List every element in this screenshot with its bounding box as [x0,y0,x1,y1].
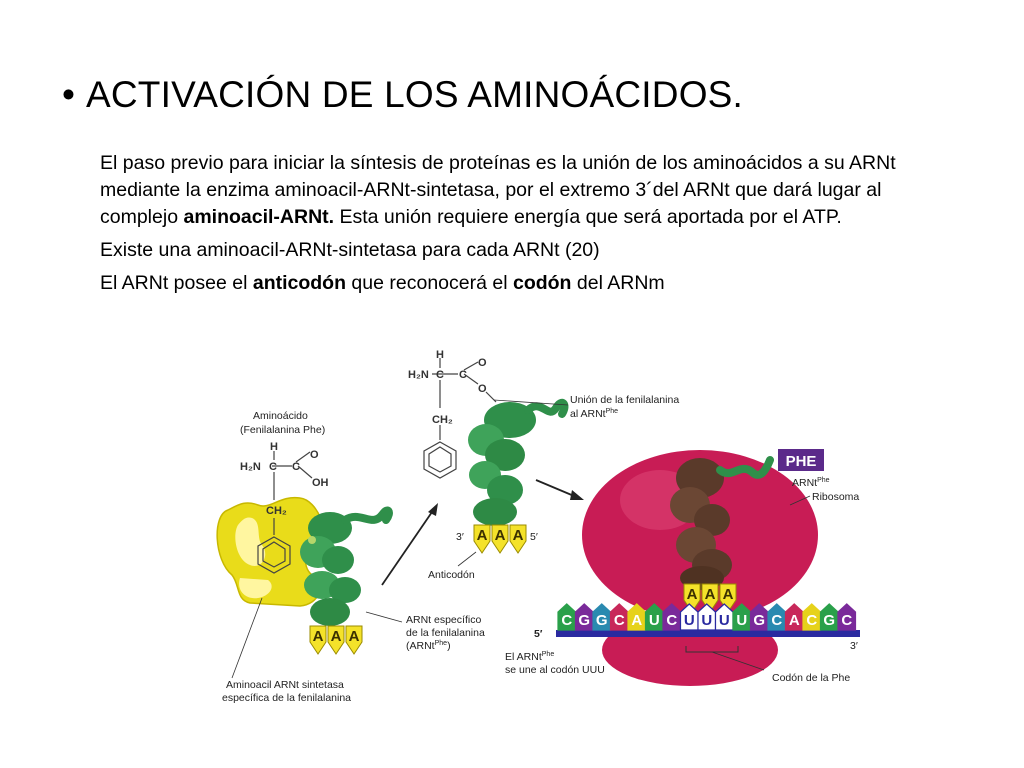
chem-o-2b: O [478,383,487,395]
mrna-base-letter: U [736,612,748,629]
title-text: ACTIVACIÓN DE LOS AMINOÁCIDOS. [86,74,744,115]
anticodon-3-base-2: A [704,586,716,603]
mrna-base-letter: C [771,612,783,629]
anticodon-3-base-3: A [722,586,734,603]
chem-h2n-1: H₂N [240,461,261,473]
codon-phe-label: Codón de la Phe [772,672,851,684]
p3-bold-codon: codón [512,272,572,294]
chem-h-1: H [270,441,278,453]
anticodon-2-base-3: A [512,527,524,544]
synthetase-panel [217,410,485,704]
mrna-base-letter: G [753,612,766,629]
arnt-spec-label-1: ARNt específico [406,614,482,626]
three-prime-label-3: 3′ [850,640,858,652]
paragraph-2: Existe una aminoacil-ARNt-sintetasa para cada ARNt (20) [100,239,600,261]
chem-c2-1: C [292,461,300,473]
three-prime-label-2: 3′ [456,531,464,543]
phe-tag [778,449,824,471]
five-prime-label-2: 5′ [530,531,538,543]
trna-2 [468,402,564,526]
arnt-phe-label: ARNt$^{Phe}$ [792,477,830,489]
anticodon-2-base-2: A [494,527,506,544]
chem-c-1: C [269,461,277,473]
chem-h2n-2: H₂N [408,369,429,381]
mrna-backbone [556,630,860,637]
p1-text-b: Esta unión requiere energía que será aportada por el ATP. [334,206,842,228]
chem-h-2: H [436,349,444,361]
ribosoma-label: Ribosoma [812,491,860,503]
mrna-base-letter: U [648,612,660,629]
mrna-base-letter: U [701,612,713,629]
aminoacid-label-1: Aminoácido [253,410,308,422]
anticodon-2 [474,525,526,553]
five-prime-label-3: 5′ [534,628,543,640]
mrna-base-letter: G [823,612,836,629]
mrna-base-letter: C [841,612,853,629]
p3-text-c: del ARNm [571,272,665,294]
p1-bold: aminoacil-ARNt. [183,206,335,228]
chem-c2-2: C [459,369,467,381]
mrna-base-letter: U [718,612,730,629]
p3-text-a: El ARNt posee el [100,272,253,294]
anticodon-label: Anticodón [428,569,475,581]
mrna-base-letter: A [631,612,643,629]
union-label-1: Unión de la fenilalanina [570,394,680,406]
anticodon-1-base-2: A [330,628,342,645]
mrna-base-letter: U [683,612,695,629]
arrow-right [536,480,584,500]
union-codon-label-1: El ARNt$^{Phe}$ [505,651,555,663]
arnt-spec-label-2: de la fenilalanina [406,627,485,639]
mrna-base-letter: A [788,612,800,629]
ribosome-panel [505,449,860,686]
synthetase-label-2: específica de la fenilalanina [222,692,352,704]
mrna-base-letter: C [561,612,573,629]
mrna-base-letter: C [666,612,678,629]
phe-tag-text: PHE [785,453,817,470]
anticodon-1-base-3: A [348,628,360,645]
p1-text-a: El paso previo para iniciar la síntesis de proteínas es la unión de los aminoácidos a su ARNt mediante la enzima aminoacil-ARNt-sintetasa, por el extremo 3´del ARNt que dará lugar al complejo [100,152,896,228]
anticodon-2-base-1: A [476,527,488,544]
chem-o-2a: O [478,357,487,369]
chem-oh-1: OH [312,477,329,489]
anticodon-1-base-1: A [312,628,324,645]
mrna-base-letter: C [613,612,625,629]
chem-o-1: O [310,449,319,461]
aminoacid-label-2: (Fenilalanina Phe) [240,424,326,436]
mrna-bases [558,604,856,630]
anticodon-3-base-1: A [686,586,698,603]
anticodon-1 [310,626,362,654]
arnt-spec-label-3: (ARNt$^{Phe}$) [406,640,451,652]
mrna-base-letter: G [578,612,591,629]
union-label-2: al ARNt$^{Phe}$ [570,408,619,420]
trna-1 [300,511,389,626]
synthetase-label-1: Aminoacil ARNt sintetasa [226,679,344,691]
mrna-base-letter: G [595,612,608,629]
chem-ch2-1: CH₂ [266,505,287,517]
p3-text-b: que reconocerá el [346,272,513,294]
title-bullet: • [62,74,76,115]
mrna-base-letter: C [806,612,818,629]
p3-bold-anticodon: anticodón [252,272,347,294]
chem-c-2: C [436,369,444,381]
union-codon-label-2: se une al codón UUU [505,664,605,676]
chem-ch2-2: CH₂ [432,414,453,426]
